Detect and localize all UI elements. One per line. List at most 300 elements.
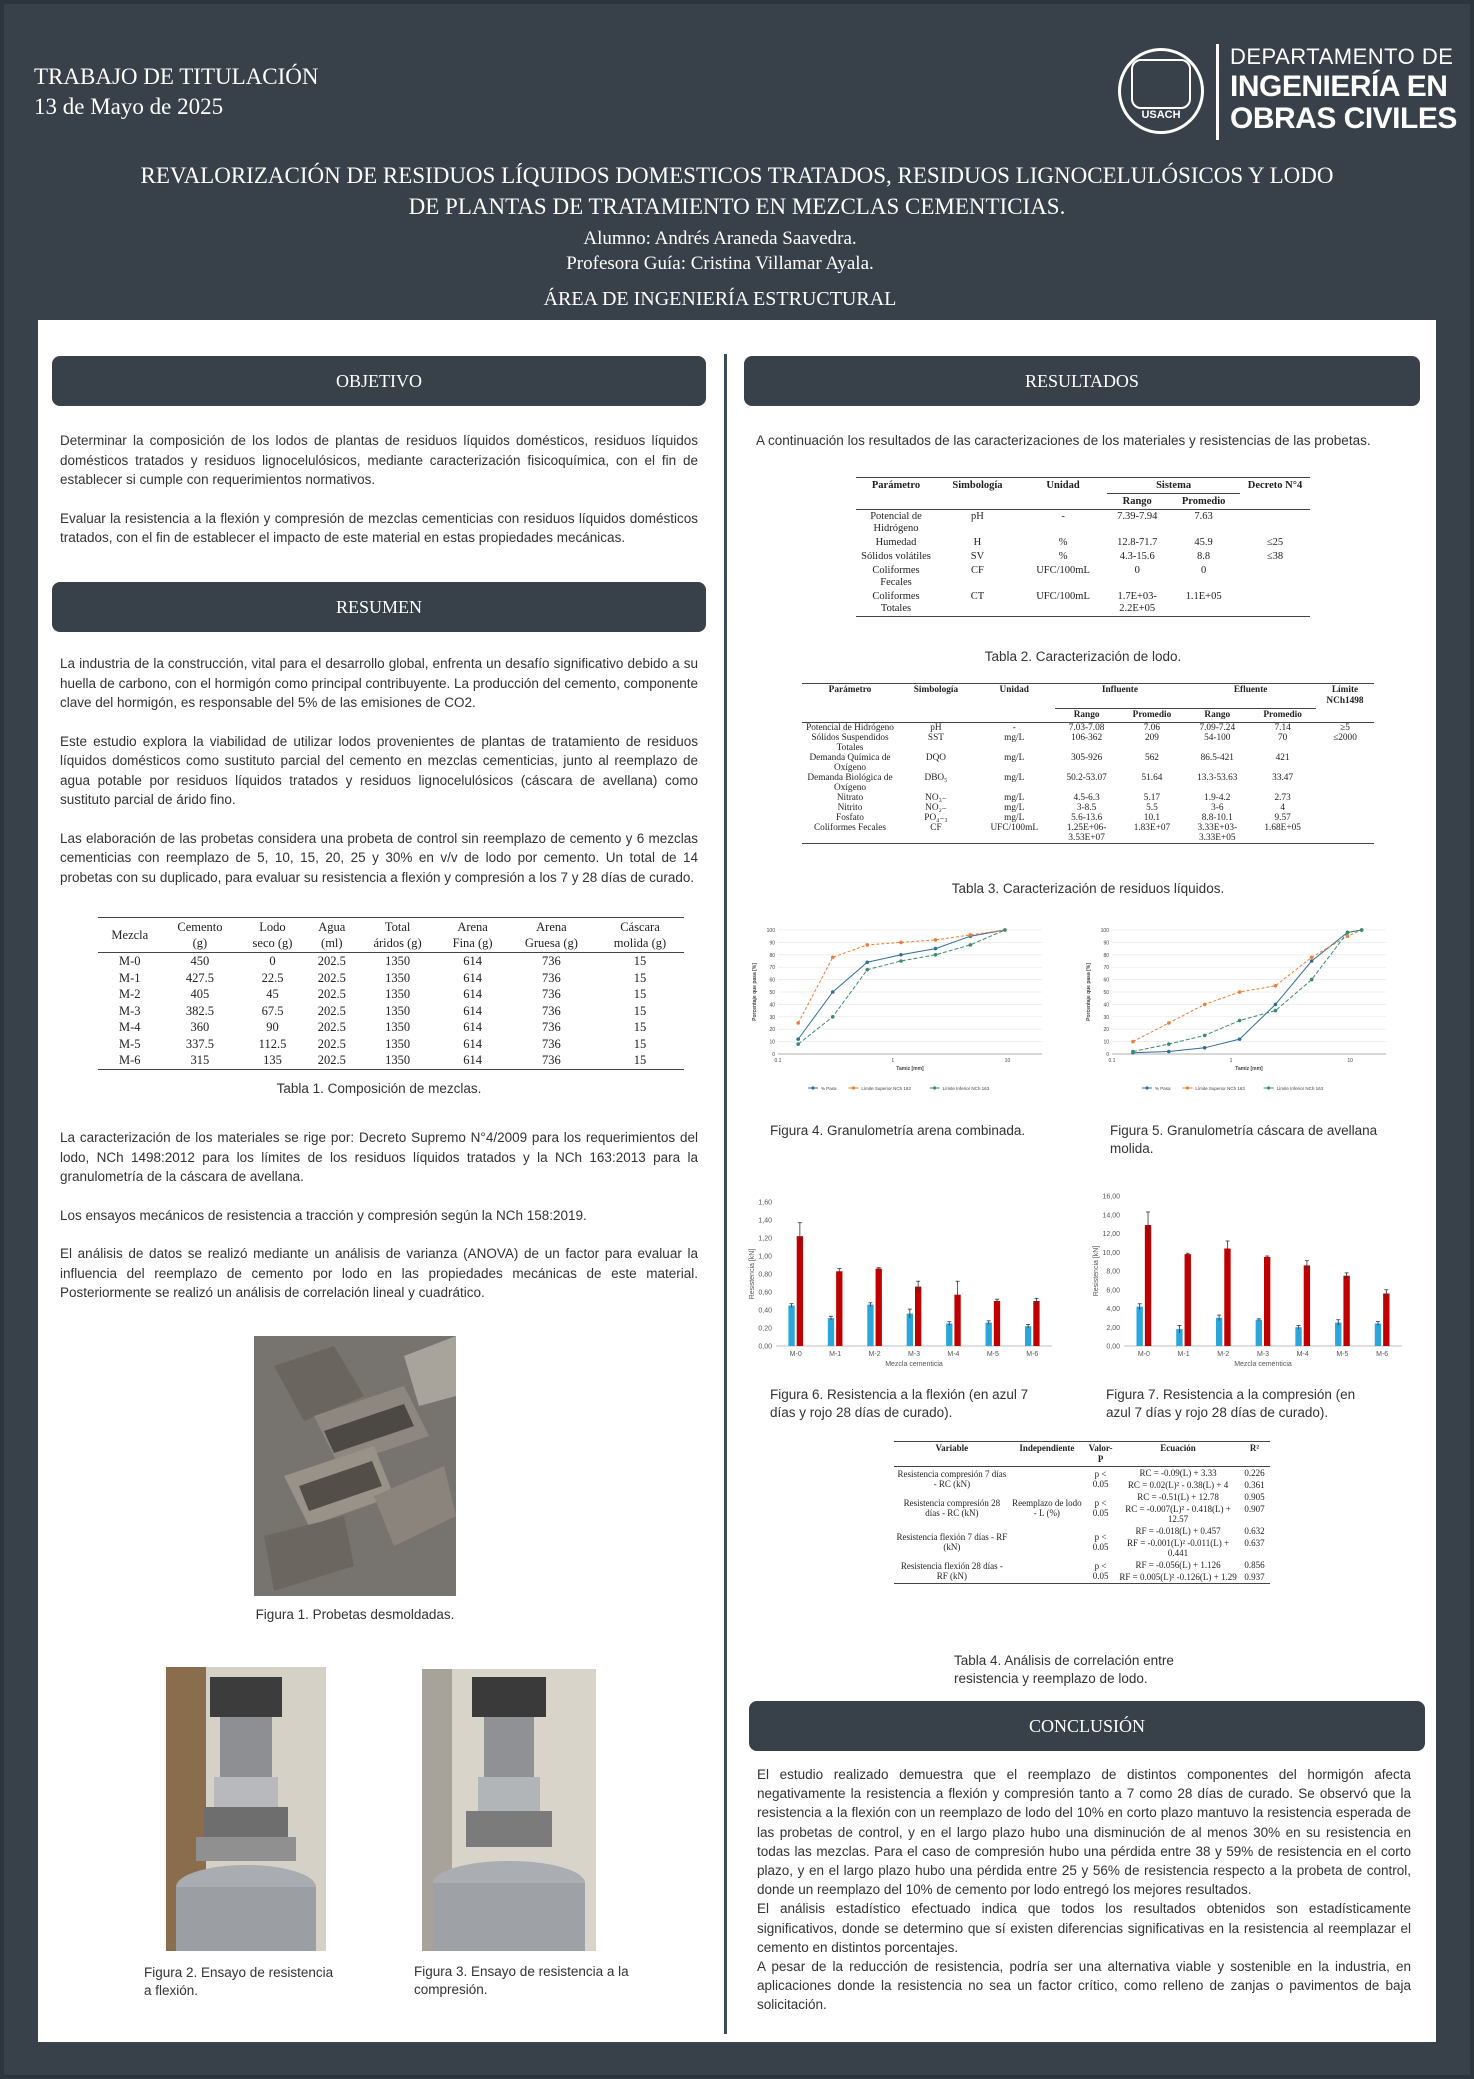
- table-cell: 15: [596, 1052, 684, 1069]
- t3-h-rango-inf: Rango: [1055, 708, 1119, 722]
- bar: [946, 1324, 952, 1347]
- table-caracterizacion-lodo: [856, 477, 1310, 617]
- y-tick-label: 0,40: [758, 1307, 772, 1315]
- table-cell: CT: [936, 590, 1019, 617]
- table-cell: M-1: [119, 970, 141, 985]
- t1-header-cell: [98, 918, 162, 953]
- x-tick-label: M-0: [789, 1351, 802, 1358]
- y-tick-label: 1,40: [758, 1217, 772, 1225]
- table2-caption: Tabla 2. Caracterización de lodo.: [984, 649, 1182, 664]
- bar: [1383, 1294, 1389, 1347]
- t2-h-empty: [936, 494, 1019, 510]
- table-cell: 382.5: [185, 1003, 214, 1018]
- resumen-paragraph-3: Las elaboración de las probetas considera una probeta de control sin reemplazo de cemento y 6 mezclas cementicias con reemplazo de 5, 10, 15, 20, 25 y 30% en v/v de lodo por cemento. Un total de 14 probetas con su duplicado, para evaluar su resistencia a flexión y compresión a los 7 y 28 días de curado.: [60, 830, 698, 885]
- t4-body: [894, 1467, 1270, 1584]
- table-cell: pH: [930, 722, 942, 733]
- y-tick-label: 16,00: [1102, 1193, 1120, 1201]
- t1-header-line: Agua: [318, 920, 346, 934]
- t2-h-empty: [1019, 494, 1107, 510]
- x-tick-label: M-3: [907, 1351, 921, 1358]
- table-cell: DQO: [925, 752, 947, 763]
- table-cell: 1350: [385, 987, 411, 1001]
- table-cell: UFC/100mL: [974, 823, 1055, 844]
- bar: [1025, 1326, 1031, 1346]
- table-cell: 736: [507, 1052, 596, 1069]
- bar: [1256, 1320, 1262, 1346]
- data-point: [1360, 928, 1364, 932]
- x-axis-label: Tamiz [mm]: [896, 1066, 924, 1072]
- data-point: [1203, 1003, 1207, 1007]
- probetas-image: [254, 1336, 456, 1596]
- t3-h-efluente: Efluente: [1185, 684, 1316, 709]
- resumen-text-a: [60, 654, 698, 906]
- y-tick-label: 0,80: [758, 1271, 772, 1279]
- table-cell: [1240, 590, 1310, 617]
- table-cell: Sólidos Suspendidos Totales: [811, 732, 889, 753]
- t1-header-cell: [438, 918, 507, 953]
- y-tick-label: 70: [1103, 965, 1109, 972]
- bar: [1033, 1301, 1039, 1346]
- table-cell: 209: [1144, 732, 1159, 743]
- figure2-caption-line2: a flexión.: [144, 1983, 199, 1998]
- student-name: Alumno: Andrés Araneda Saavedra.: [583, 228, 857, 249]
- t2-h-empty: [856, 494, 936, 510]
- table-cell: RC = -0.51(L) + 12.78: [1137, 1492, 1219, 1502]
- conclusion-text: [757, 1765, 1411, 2015]
- figure6-caption: [770, 1386, 1070, 1422]
- table-cell: ≤25: [1266, 537, 1284, 548]
- t2-h-rango: Rango: [1107, 494, 1167, 510]
- data-point: [1003, 928, 1007, 932]
- t1-header-line: Mezcla: [111, 928, 149, 942]
- table-composicion-mezclas: [98, 917, 684, 1070]
- table-cell: p < 0.05: [1092, 1498, 1109, 1518]
- legend-marker: [933, 1086, 936, 1089]
- table-cell: Fosfato: [836, 812, 864, 823]
- table-cell: 51.64: [1141, 772, 1163, 783]
- table-cell: M-0: [119, 954, 141, 968]
- column-divider: [724, 354, 727, 2034]
- resumen-paragraph-5: Los ensayos mecánicos de resistencia a tracción y compresión según la NCh 158:2019.: [60, 1207, 587, 1223]
- data-point: [934, 938, 938, 942]
- table-cell: mg/L: [1004, 772, 1025, 783]
- table-cell: 0: [269, 954, 276, 968]
- objetivo-paragraph-1: Determinar la composición de los lodos de plantas de residuos líquidos domésticos, residuos líquidos domésticos tratados y residuos lignocelulósicos, mediante caracterización fisicoquímica, con el fin de establecer si cumple con requerimientos normativos.: [60, 433, 698, 487]
- table-cell: Humedad: [875, 537, 917, 548]
- y-tick-label: 100: [1100, 928, 1109, 934]
- table-row: [802, 813, 1374, 823]
- table-cell: RF = 0.005(L)² -0.126(L) + 1.29: [1117, 1571, 1239, 1584]
- authors: [0, 226, 1440, 276]
- legend-marker: [1186, 1086, 1189, 1089]
- table-cell: p < 0.05: [1092, 1469, 1109, 1489]
- table-cell: M-3: [119, 1003, 141, 1018]
- table-cell: [1316, 823, 1374, 844]
- legend-label: Límite Superior NCh 163: [1195, 1086, 1245, 1091]
- bar: [788, 1306, 794, 1347]
- y-tick-label: 10: [1103, 1039, 1109, 1046]
- table-cell: 1.25E+06-3.53E+07: [1055, 823, 1119, 844]
- table-cell: 337.5: [185, 1036, 214, 1051]
- table-cell: mg/L: [1004, 812, 1025, 823]
- data-point: [1238, 1037, 1242, 1041]
- table-cell: 7.03-7.08: [1068, 722, 1105, 733]
- bar: [1224, 1249, 1230, 1347]
- bar: [1185, 1254, 1191, 1346]
- y-tick-label: 1,00: [758, 1253, 772, 1261]
- y-axis-label: Porcentaje que pasa [%]: [1086, 963, 1092, 1021]
- y-axis-label: Resistencia [kN]: [1093, 1245, 1100, 1297]
- table-cell: RC = -0.007(L)² - 0.418(L) + 12.57: [1125, 1504, 1231, 1524]
- series-line: [798, 930, 1005, 1039]
- table-cell: 0: [1200, 565, 1207, 576]
- table-cell: 112.5: [258, 1036, 287, 1051]
- table-cell: 8.8: [1197, 551, 1211, 562]
- y-tick-label: 12,00: [1102, 1231, 1120, 1238]
- resumen-paragraph-1: La industria de la construcción, vital para el desarrollo global, enfrenta un desafío significativo debido a su huella de carbono, con el hormigón como principal contribuyente. La producción del cemento, componente clave del hormigón, es responsable del 5% de las emisiones de CO2.: [60, 656, 698, 710]
- table-cell: [1010, 1467, 1084, 1492]
- x-tick-label: M-6: [1376, 1351, 1389, 1358]
- t1-header-line: Arena: [457, 920, 488, 934]
- resumen-paragraph-4: La caracterización de los materiales se rige por: Decreto Supremo N°4/2009 para los requerimientos del lodo, NCh 1498:2012 para los límites de los residuos líquidos tratados y la NCh 163:2013 para la granulometría de la cáscara de avellana.: [60, 1130, 698, 1184]
- data-point: [969, 933, 973, 937]
- y-tick-label: 50: [1103, 990, 1109, 996]
- t1-header-line: Arena: [536, 920, 567, 934]
- table-cell: RF = -0.018(L) + 0.457: [1135, 1526, 1221, 1536]
- table-cell: 202.5: [317, 970, 346, 985]
- table-cell: %: [1058, 551, 1068, 562]
- data-point: [1274, 984, 1278, 988]
- table-cell: 736: [542, 1036, 561, 1051]
- y-tick-label: 14,00: [1102, 1212, 1120, 1220]
- t3-h-prom-inf: Promedio: [1119, 708, 1186, 722]
- data-point: [796, 1021, 800, 1025]
- t2-h-empty: [1240, 494, 1310, 510]
- table-row: [802, 733, 1374, 753]
- table-row: [894, 1559, 1270, 1571]
- data-point: [1310, 959, 1314, 963]
- y-tick-label: 60: [769, 977, 775, 984]
- x-axis-label: Mezcla cementicia: [885, 1361, 943, 1368]
- table-cell: mg/L: [1004, 732, 1025, 743]
- conclusion-paragraph-1: El estudio realizado demuestra que el reemplazo de distintos componentes del hormigón afecta negativamente la resistencia a flexión y compresión tanto a 7 como 28 días de curado. Se observó que la resistencia a la flexión con un reemplazo de lodo del 10% en corto plazo mantuvo la resistencia esperada de las probetas de control, y en el largo plazo hubo una disminución de al menos 30% en su resistencia en todas las mezclas. Para el caso de compresión hubo una pérdida entre 38 y 59% de resistencia en el corto plazo, y en el largo plazo hubo una pérdida entre 25 y 56% de resistencia respecto a la probeta de control, donde un reemplazo del 10% de cemento por lodo entregó los mejores resultados.: [757, 1767, 1411, 1898]
- table-cell: 0.856: [1244, 1560, 1265, 1570]
- table-cell: Reemplazo de lodo - L (%): [1012, 1498, 1082, 1518]
- series-line: [1133, 930, 1362, 1042]
- figure5-caption: [1110, 1122, 1420, 1158]
- x-tick-label: M-5: [986, 1351, 999, 1358]
- data-point: [1203, 1046, 1207, 1050]
- table4-caption: [954, 1652, 1254, 1688]
- t1-header-line: Fina (g): [452, 936, 493, 950]
- table-cell: 614: [463, 1020, 482, 1034]
- data-point: [1274, 1003, 1278, 1007]
- table-cell: ≥5: [1340, 722, 1350, 733]
- x-tick-label: 0.1: [1108, 1058, 1116, 1064]
- table-cell: 614: [463, 1003, 482, 1018]
- table-cell: H: [973, 537, 982, 548]
- y-tick-label: 6,00: [1106, 1287, 1120, 1295]
- poster-title: [60, 160, 1414, 222]
- table-row: [856, 510, 1310, 537]
- legend-marker: [852, 1086, 855, 1089]
- table-cell: 0: [1134, 565, 1140, 576]
- y-tick-label: 2,00: [1106, 1324, 1120, 1332]
- logo-divider: [1216, 44, 1219, 140]
- data-point: [831, 990, 835, 994]
- legend-label: Límite Superior NCh 163: [861, 1086, 911, 1091]
- t3-h-empty: [974, 708, 1055, 722]
- table-cell: 1.83E+07: [1119, 823, 1186, 844]
- y-tick-label: 1,20: [758, 1235, 772, 1243]
- data-point: [934, 953, 938, 957]
- data-point: [1167, 1021, 1171, 1025]
- data-point: [865, 968, 869, 972]
- table-row: [98, 986, 684, 1003]
- table-cell: 5.5: [1146, 802, 1158, 813]
- bar: [1264, 1257, 1270, 1346]
- dept-line-1: DEPARTAMENTO DE: [1230, 44, 1454, 69]
- table-cell: Coliformes Fecales: [872, 565, 920, 588]
- resumen-heading: RESUMEN: [52, 582, 706, 632]
- table-cell: 202.5: [307, 1052, 357, 1069]
- t1-header-cell: [357, 918, 438, 953]
- table-cell: 7.39-7.94: [1117, 511, 1158, 522]
- usach-seal-icon: [1118, 48, 1204, 134]
- t3-h-parametro: Parámetro: [802, 684, 898, 709]
- table-cell: 12.8-71.7: [1117, 537, 1158, 548]
- y-axis-label: Porcentaje que pasa [%]: [752, 963, 758, 1021]
- y-tick-label: 0,00: [758, 1343, 772, 1351]
- bar: [797, 1236, 803, 1346]
- table-cell: RF = -0.001(L)² -0.011(L) + 0.441: [1127, 1538, 1230, 1558]
- table-cell: [1316, 773, 1374, 793]
- data-point: [831, 955, 835, 959]
- table-cell: 736: [542, 954, 561, 968]
- x-tick-label: 0.1: [774, 1058, 782, 1064]
- y-tick-label: 80: [1103, 952, 1109, 959]
- table-cell: 13.3-53.63: [1197, 772, 1238, 783]
- table-cell: 135: [238, 1052, 307, 1069]
- table-caracterizacion-residuos: [802, 683, 1374, 844]
- resumen-paragraph-2: Este estudio explora la viabilidad de utilizar lodos provenientes de plantas de tratamiento de residuos líquidos domésticos como sustituto parcial del cemento en mezclas cementicias, junto al reemplazo de agua potable por residuos líquidos tratados y residuos lignocelulósicos (cáscara de avellana) como sustituto parcial de árido fino.: [60, 733, 698, 807]
- table-cell: 45.9: [1194, 537, 1213, 548]
- bar: [876, 1269, 882, 1346]
- table-cell: 15: [633, 954, 647, 968]
- t3-h-empty: [1316, 708, 1374, 722]
- table-cell: 736: [542, 1003, 561, 1018]
- objetivo-text: [60, 431, 698, 567]
- table-cell: [1010, 1559, 1084, 1584]
- photo-ensayo-flexion: [166, 1667, 326, 1951]
- table-row: [856, 536, 1310, 550]
- table-cell: pH: [971, 511, 984, 522]
- t1-header-line: molida (g): [613, 936, 667, 950]
- table-cell: 8.8-10.1: [1201, 812, 1233, 823]
- table-analisis-correlacion: [894, 1441, 1270, 1584]
- data-point: [1167, 1042, 1171, 1046]
- figure2-caption: [144, 1964, 374, 2000]
- legend-label: % Pasa: [1155, 1086, 1171, 1091]
- table-cell: 15: [633, 987, 647, 1001]
- table-cell: 67.5: [261, 1003, 284, 1018]
- table-cell: CF: [971, 565, 984, 576]
- table-cell: 450: [190, 954, 210, 968]
- table-row: [856, 550, 1310, 564]
- t2-h-decreto: Decreto N°4: [1240, 478, 1310, 494]
- table-cell: 427.5: [185, 970, 214, 985]
- data-point: [899, 959, 903, 963]
- table-row: [98, 970, 684, 987]
- data-point: [969, 943, 973, 947]
- table-cell: 15: [633, 1003, 647, 1018]
- figure5-caption-line2: molida.: [1110, 1141, 1154, 1156]
- table-cell: 1350: [385, 1003, 411, 1018]
- y-tick-label: 90: [769, 940, 775, 947]
- table-cell: 736: [542, 987, 561, 1001]
- legend-label: Límite Inferior NCh 163: [942, 1086, 990, 1091]
- table-row: [802, 793, 1374, 803]
- data-point: [899, 953, 903, 957]
- table-cell: M-5: [119, 1036, 141, 1051]
- photo-probetas-desmoldadas: [254, 1336, 456, 1596]
- table1-caption: Tabla 1. Composición de mezclas.: [276, 1081, 482, 1096]
- y-tick-label: 20: [1103, 1027, 1109, 1034]
- table-cell: [1316, 793, 1374, 803]
- table-cell: UFC/100mL: [1036, 565, 1090, 576]
- data-point: [1238, 990, 1242, 994]
- y-tick-label: 70: [769, 965, 775, 972]
- data-point: [865, 943, 869, 947]
- bar: [1295, 1327, 1301, 1346]
- bar: [994, 1301, 1000, 1346]
- table-cell: 10.1: [1143, 812, 1161, 823]
- t4-h-valor-p: Valor-P: [1084, 1442, 1117, 1467]
- table-row: [894, 1467, 1270, 1480]
- conclusion-paragraph-3: A pesar de la reducción de resistencia, podría ser una alternativa viable y sostenible en la industria, en aplicaciones donde la resistencia no sea un factor crítico, como relleno de zanjas o pavimentos de baja solicitación.: [757, 1959, 1411, 2013]
- t1-header-line: Cáscara: [620, 920, 660, 934]
- table-cell: 15: [633, 1020, 647, 1034]
- table-cell: M-6: [98, 1052, 162, 1069]
- table-cell: ≤2000: [1333, 732, 1357, 743]
- table-cell: 54-100: [1204, 732, 1231, 743]
- table-cell: 15: [633, 1036, 647, 1051]
- x-tick-label: 10: [1004, 1058, 1011, 1064]
- table-cell: 562: [1144, 752, 1159, 763]
- table-cell: 315: [162, 1052, 239, 1069]
- data-point: [1310, 955, 1314, 959]
- table-row: [856, 590, 1310, 617]
- table-cell: 202.5: [317, 1020, 346, 1034]
- table-cell: 106-362: [1071, 732, 1103, 743]
- x-tick-label: M-5: [1336, 1351, 1349, 1358]
- table-cell: -: [1012, 722, 1016, 733]
- table-cell: 1350: [385, 1036, 411, 1051]
- chart-granulometria-cascara: [1080, 920, 1410, 1110]
- x-tick-label: M-1: [829, 1351, 842, 1358]
- table-cell: Resistencia flexión 28 días - RF (kN): [894, 1559, 1010, 1584]
- table-cell: 1350: [385, 970, 411, 985]
- t1-header-cell: [507, 918, 596, 953]
- table-cell: 202.5: [317, 1003, 346, 1018]
- table-cell: 3-6: [1211, 802, 1224, 813]
- bar: [915, 1287, 921, 1346]
- table-cell: RC = -0.09(L) + 3.33: [1139, 1468, 1217, 1478]
- bar: [907, 1314, 913, 1346]
- table-cell: 202.5: [317, 987, 346, 1001]
- table-cell: Demanda Biológica de Oxígeno: [807, 772, 893, 793]
- table-cell: RF = -0.056(L) + 1.126: [1135, 1560, 1221, 1570]
- y-tick-label: 10,00: [1102, 1249, 1120, 1257]
- table-cell: [1010, 1525, 1084, 1559]
- x-tick-label: 10: [1347, 1058, 1353, 1064]
- table-cell: [1316, 813, 1374, 823]
- table-cell: Resistencia flexión 7 días - RF (kN): [896, 1532, 1008, 1552]
- t3-h-unidad: Unidad: [974, 684, 1055, 709]
- t3-h-limite: Límite NCh1498: [1316, 684, 1374, 709]
- figure7-caption-line2: azul 7 días y rojo 28 días de curado).: [1106, 1405, 1329, 1420]
- table-cell: 614: [463, 1036, 482, 1051]
- t2-h-parametro: Parámetro: [856, 478, 936, 494]
- y-tick-label: 30: [1103, 1014, 1109, 1021]
- data-point: [1167, 1050, 1171, 1054]
- table-cell: 305-926: [1071, 752, 1103, 763]
- figure3-caption-line1: Figura 3. Ensayo de resistencia a la: [414, 1964, 629, 1979]
- t2-h-sistema: Sistema: [1107, 478, 1240, 494]
- table-row: [802, 823, 1374, 844]
- y-tick-label: 80: [769, 952, 775, 959]
- table-cell: [1240, 510, 1310, 537]
- chart-resistencia-flexion: [746, 1188, 1060, 1382]
- table-cell: 0.632: [1244, 1526, 1265, 1536]
- y-tick-label: 30: [769, 1014, 775, 1021]
- table-cell: 1.68E+05: [1249, 823, 1316, 844]
- table-row: [894, 1525, 1270, 1537]
- table3-caption: Tabla 3. Caracterización de residuos líquidos.: [951, 881, 1225, 896]
- y-axis-label: Resistencia [kN]: [749, 1248, 756, 1300]
- bar: [1145, 1225, 1151, 1346]
- conclusion-heading: CONCLUSIÓN: [749, 1701, 1425, 1751]
- legend-marker: [1145, 1086, 1148, 1089]
- chart-resistencia-compresion: [1090, 1182, 1410, 1382]
- event-date: 13 de Mayo de 2025: [34, 94, 224, 119]
- table-cell: 2.73: [1274, 792, 1291, 803]
- table-cell: -: [1061, 511, 1065, 522]
- title-line-2: DE PLANTAS DE TRATAMIENTO EN MEZCLAS CEMENTICIAS.: [408, 194, 1066, 219]
- table-cell: [1316, 803, 1374, 813]
- t1-header-cell: [162, 918, 239, 953]
- table-cell: 0.937: [1239, 1571, 1270, 1584]
- table-cell: 5.17: [1143, 792, 1161, 803]
- data-point: [831, 1015, 835, 1019]
- y-tick-label: 0,60: [758, 1289, 772, 1297]
- department-logo: [1118, 44, 1458, 140]
- table-cell: 405: [190, 987, 210, 1001]
- table-cell: 5.6-13.6: [1071, 812, 1103, 823]
- table-cell: Resistencia compresión 28 días - RC (kN): [903, 1498, 1001, 1518]
- header-left: [34, 62, 319, 122]
- table-cell: Potencial de Hidrógeno: [806, 722, 894, 733]
- figure2-caption-line1: Figura 2. Ensayo de resistencia: [144, 1965, 334, 1980]
- table-cell: 4.3-15.6: [1119, 551, 1155, 562]
- advisor-name: Profesora Guía: Cristina Villamar Ayala.: [566, 253, 874, 274]
- data-point: [1131, 1040, 1135, 1044]
- y-tick-label: 0,20: [758, 1325, 772, 1333]
- title-line-1: REVALORIZACIÓN DE RESIDUOS LÍQUIDOS DOMESTICOS TRATADOS, RESIDUOS LIGNOCELULÓSICOS Y LODO: [140, 163, 1334, 188]
- table-cell: NO₂₋: [925, 802, 947, 813]
- y-tick-label: 8,00: [1106, 1268, 1120, 1276]
- bar: [836, 1271, 842, 1346]
